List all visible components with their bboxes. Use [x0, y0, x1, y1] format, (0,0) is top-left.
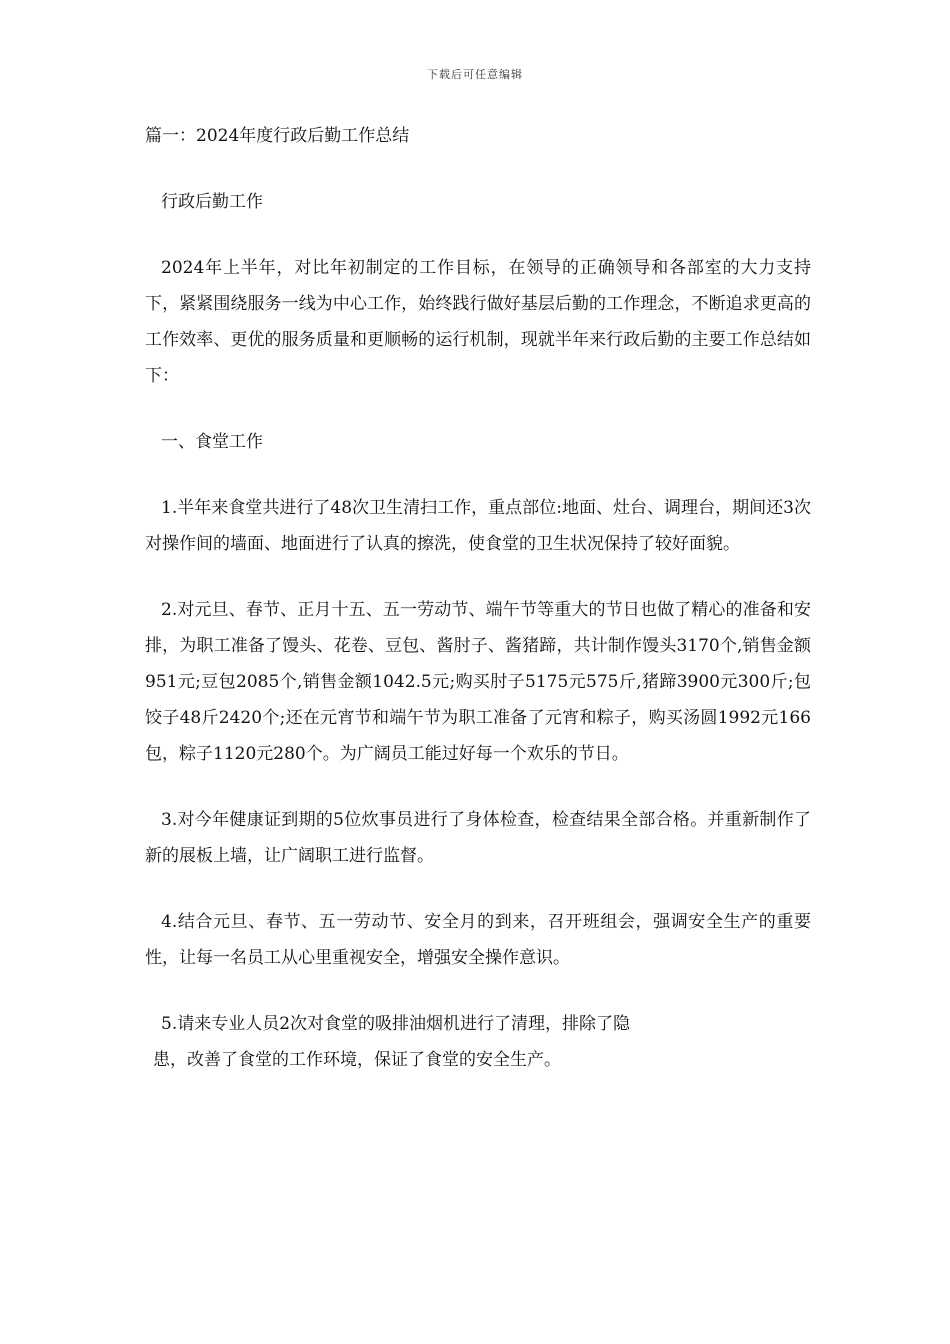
document-body [145, 118, 811, 1078]
list-item: 4.结合元旦、春节、五一劳动节、安全月的到来，召开班组会，强调安全生产的重要性，让每一名员工从心里重视安全，增强安全操作意识。 [145, 912, 811, 968]
section-heading-canteen: 一、食堂工作 [161, 432, 263, 452]
list-item: 2.对元旦、春节、正月十五、五一劳动节、端午节等重大的节日也做了精心的准备和安排，为职工准备了馒头、花卷、豆包、酱肘子、酱猪蹄，共计制作馒头3170个,销售金额951元;豆包2085个,销售金额1042.5元;购买肘子5175元575斤,猪蹄3900元300斤;包饺子48斤2420个;还在元宵节和端午节为职工准备了元宵和粽子，购买汤圆1992元166包，粽子1120元280个。为广阔员工能过好每一个欢乐的节日。 [145, 600, 811, 764]
list-item-line: 患，改善了食堂的工作环境，保证了食堂的安全生产。 [153, 1050, 561, 1070]
list-item: 1.半年来食堂共进行了48次卫生清扫工作，重点部位:地面、灶台、调理台，期间还3次对操作间的墙面、地面进行了认真的擦洗，使食堂的卫生状况保持了较好面貌。 [145, 498, 811, 554]
document-subheading: 行政后勤工作 [161, 192, 263, 212]
intro-paragraph: 2024年上半年，对比年初制定的工作目标，在领导的正确领导和各部室的大力支持下，紧紧围绕服务一线为中心工作，始终践行做好基层后勤的工作理念，不断追求更高的工作效率、更优的服务质量和更顺畅的运行机制，现就半年来行政后勤的主要工作总结如下： [145, 258, 811, 386]
header-note: 下载后可任意编辑 [427, 68, 523, 81]
list-item: 3.对今年健康证到期的5位炊事员进行了身体检查，检查结果全部合格。并重新制作了新的展板上墙，让广阔职工进行监督。 [145, 810, 811, 866]
list-item-line: 5.请来专业人员2次对食堂的吸排油烟机进行了清理，排除了隐 [161, 1014, 631, 1034]
document-title: 篇一：2024年度行政后勤工作总结 [145, 126, 410, 146]
